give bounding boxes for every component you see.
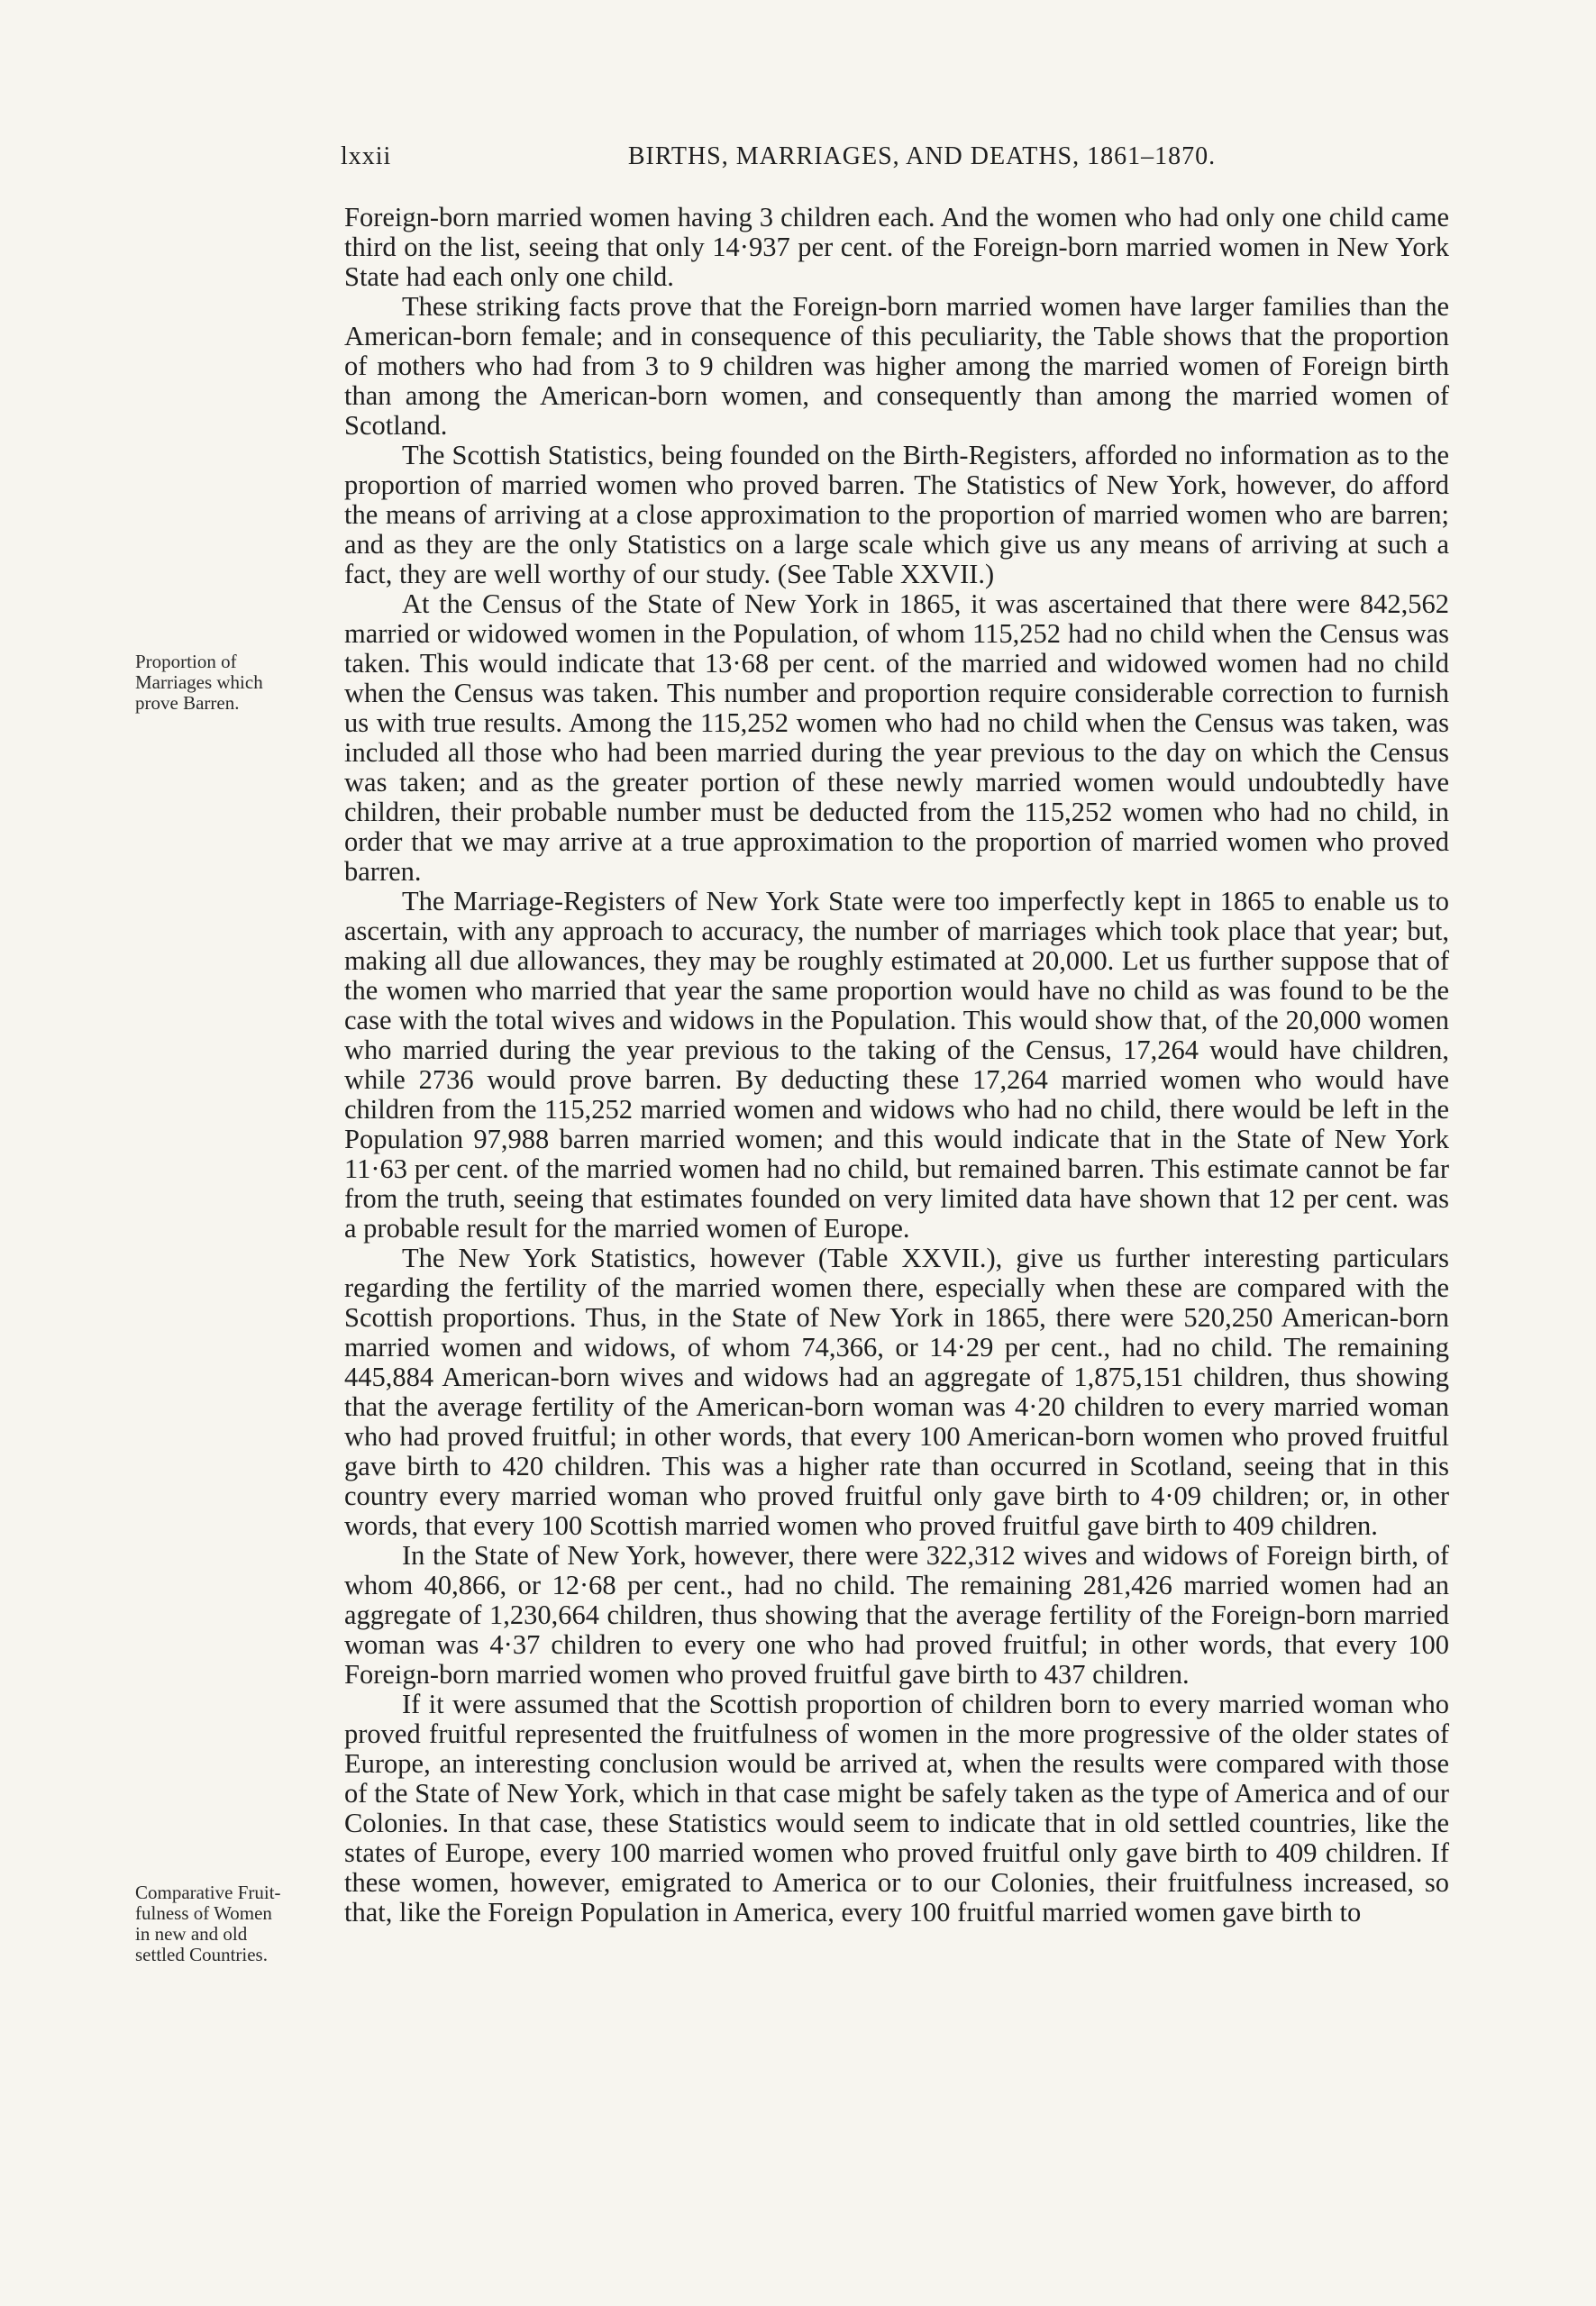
paragraph: The Marriage-Registers of New York State were too imperfectly kept in 1865 to enable us to ascertain, with any approach to accuracy, the number of marriages which took place that year; but, making all due allowances, they may be roughly estimated at 20,000. Let us further suppose that of the women who married that year the same proportion would have no child as was found to be the case with the total wives and widows in the Population. This would show that, of the 20,000 women who married during the year previous to the taking of the Census, 17,264 would have children, while 2736 would prove barren. By deducting these 17,264 married women who would have children from the 115,252 married women and widows who had no child, there would be left in the Population 97,988 barren married women; and this would indicate that in the State of New York 11·63 per cent. of the married women had no child, but remained barren. This estimate cannot be far from the truth, seeing that estimates founded on very limited data have shown that 12 per cent. was a probable result for the married women of Europe.: [344, 886, 1449, 1244]
running-title: BIRTHS, MARRIAGES, AND DEATHS, 1861–1870.: [627, 142, 1217, 170]
margin-note-line: Marriages which: [135, 671, 263, 693]
margin-note-line: in new and old: [135, 1923, 248, 1945]
margin-note-line: prove Barren.: [135, 692, 240, 714]
margin-note-line: Proportion of: [135, 651, 237, 672]
paragraph: In the State of New York, however, there were 322,312 wives and widows of Foreign birth, of whom 40,866, or 12·68 per cent., had no child. The remaining 281,426 married women had an aggregate of 1,230,664 children, thus showing that the average fertility of the Foreign-born married woman was 4·37 children to every one who had proved fruitful; in other words, that every 100 Foreign-born married women who proved fruitful gave birth to 437 children.: [344, 1540, 1449, 1690]
paragraph: At the Census of the State of New York in 1865, it was ascertained that there were 842,562 married or widowed women in the Population, of whom 115,252 had no child when the Census was taken. This would indicate that 13·68 per cent. of the married and widowed women had no child when the Census was taken. This number and proportion require considerable correction to furnish us with true results. Among the 115,252 women who had no child when the Census was taken, was included all those who had been married during the year previous to the day on which the Census was taken; and as the greater portion of these newly married women would undoubtedly have children, their probable number must be deducted from the 115,252 women who had no child, in order that we may arrive at a true approximation to the proportion of married women who proved barren.: [344, 588, 1449, 887]
paragraph: Foreign-born married women having 3 children each. And the women who had only one child came third on the list, seeing that only 14·937 per cent. of the Foreign-born married women in New York State had each only one child.: [344, 202, 1449, 292]
paragraph: The Scottish Statistics, being founded on the Birth-Registers, afforded no information as to the proportion of married women who proved barren. The Statistics of New York, however, do afford the means of arriving at a close approximation to the proportion of married women who are barren; and as they are the only Statistics on a large scale which give us any means of arriving at such a fact, they are well worthy of our study. (See Table XXVII.): [344, 440, 1449, 589]
paragraph: If it were assumed that the Scottish proportion of children born to every married woman who proved fruitful represented the fruitfulness of women in the more progressive of the older states of Europe, an interesting conclusion would be arrived at, when the results were compared with those of the State of New York, which in that case might be safely taken as the type of America and of our Colonies. In that case, these Statistics would seem to indicate that in old settled countries, like the states of Europe, every 100 married women who proved fruitful only gave birth to 409 children. If these women, however, emigrated to America or to our Colonies, their fruitfulness increased, so that, like the Foreign Population in America, every 100 fruitful married women gave birth to: [344, 1689, 1449, 1928]
margin-note-line: Comparative Fruit-: [135, 1882, 281, 1903]
page-number: lxxii: [341, 142, 392, 170]
paragraph: The New York Statistics, however (Table XXVII.), give us further interesting particulars regarding the fertility of the married women there, especially when these are compared with the Scottish proportions. Thus, in the State of New York in 1865, there were 520,250 American-born married women and widows, of whom 74,366, or 14·29 per cent., had no child. The remaining 445,884 American-born wives and widows had an aggregate of 1,875,151 children, thus showing that the average fertility of the American-born woman was 4·20 children to every married woman who had proved fruitful; in other words, that every 100 American-born women who proved fruitful gave birth to 420 children. This was a higher rate than occurred in Scotland, seeing that in this country every married woman who proved fruitful only gave birth to 4·09 children; or, in other words, that every 100 Scottish married women who proved fruitful gave birth to 409 children.: [344, 1243, 1449, 1541]
margin-note-line: settled Countries.: [135, 1944, 268, 1965]
body-text: [344, 203, 1449, 1928]
margin-note-line: fulness of Women: [135, 1902, 272, 1924]
paragraph: These striking facts prove that the Foreign-born married women have larger families than the American-born female; and in consequence of this peculiarity, the Table shows that the proportion of mothers who had from 3 to 9 children was higher among the married women of Foreign birth than among the American-born women, and consequently than among the married women of Scotland.: [344, 291, 1449, 441]
page-header: [341, 142, 1449, 182]
margin-note-fruitfulness: [135, 1882, 332, 1965]
margin-note-barren: [135, 652, 332, 714]
